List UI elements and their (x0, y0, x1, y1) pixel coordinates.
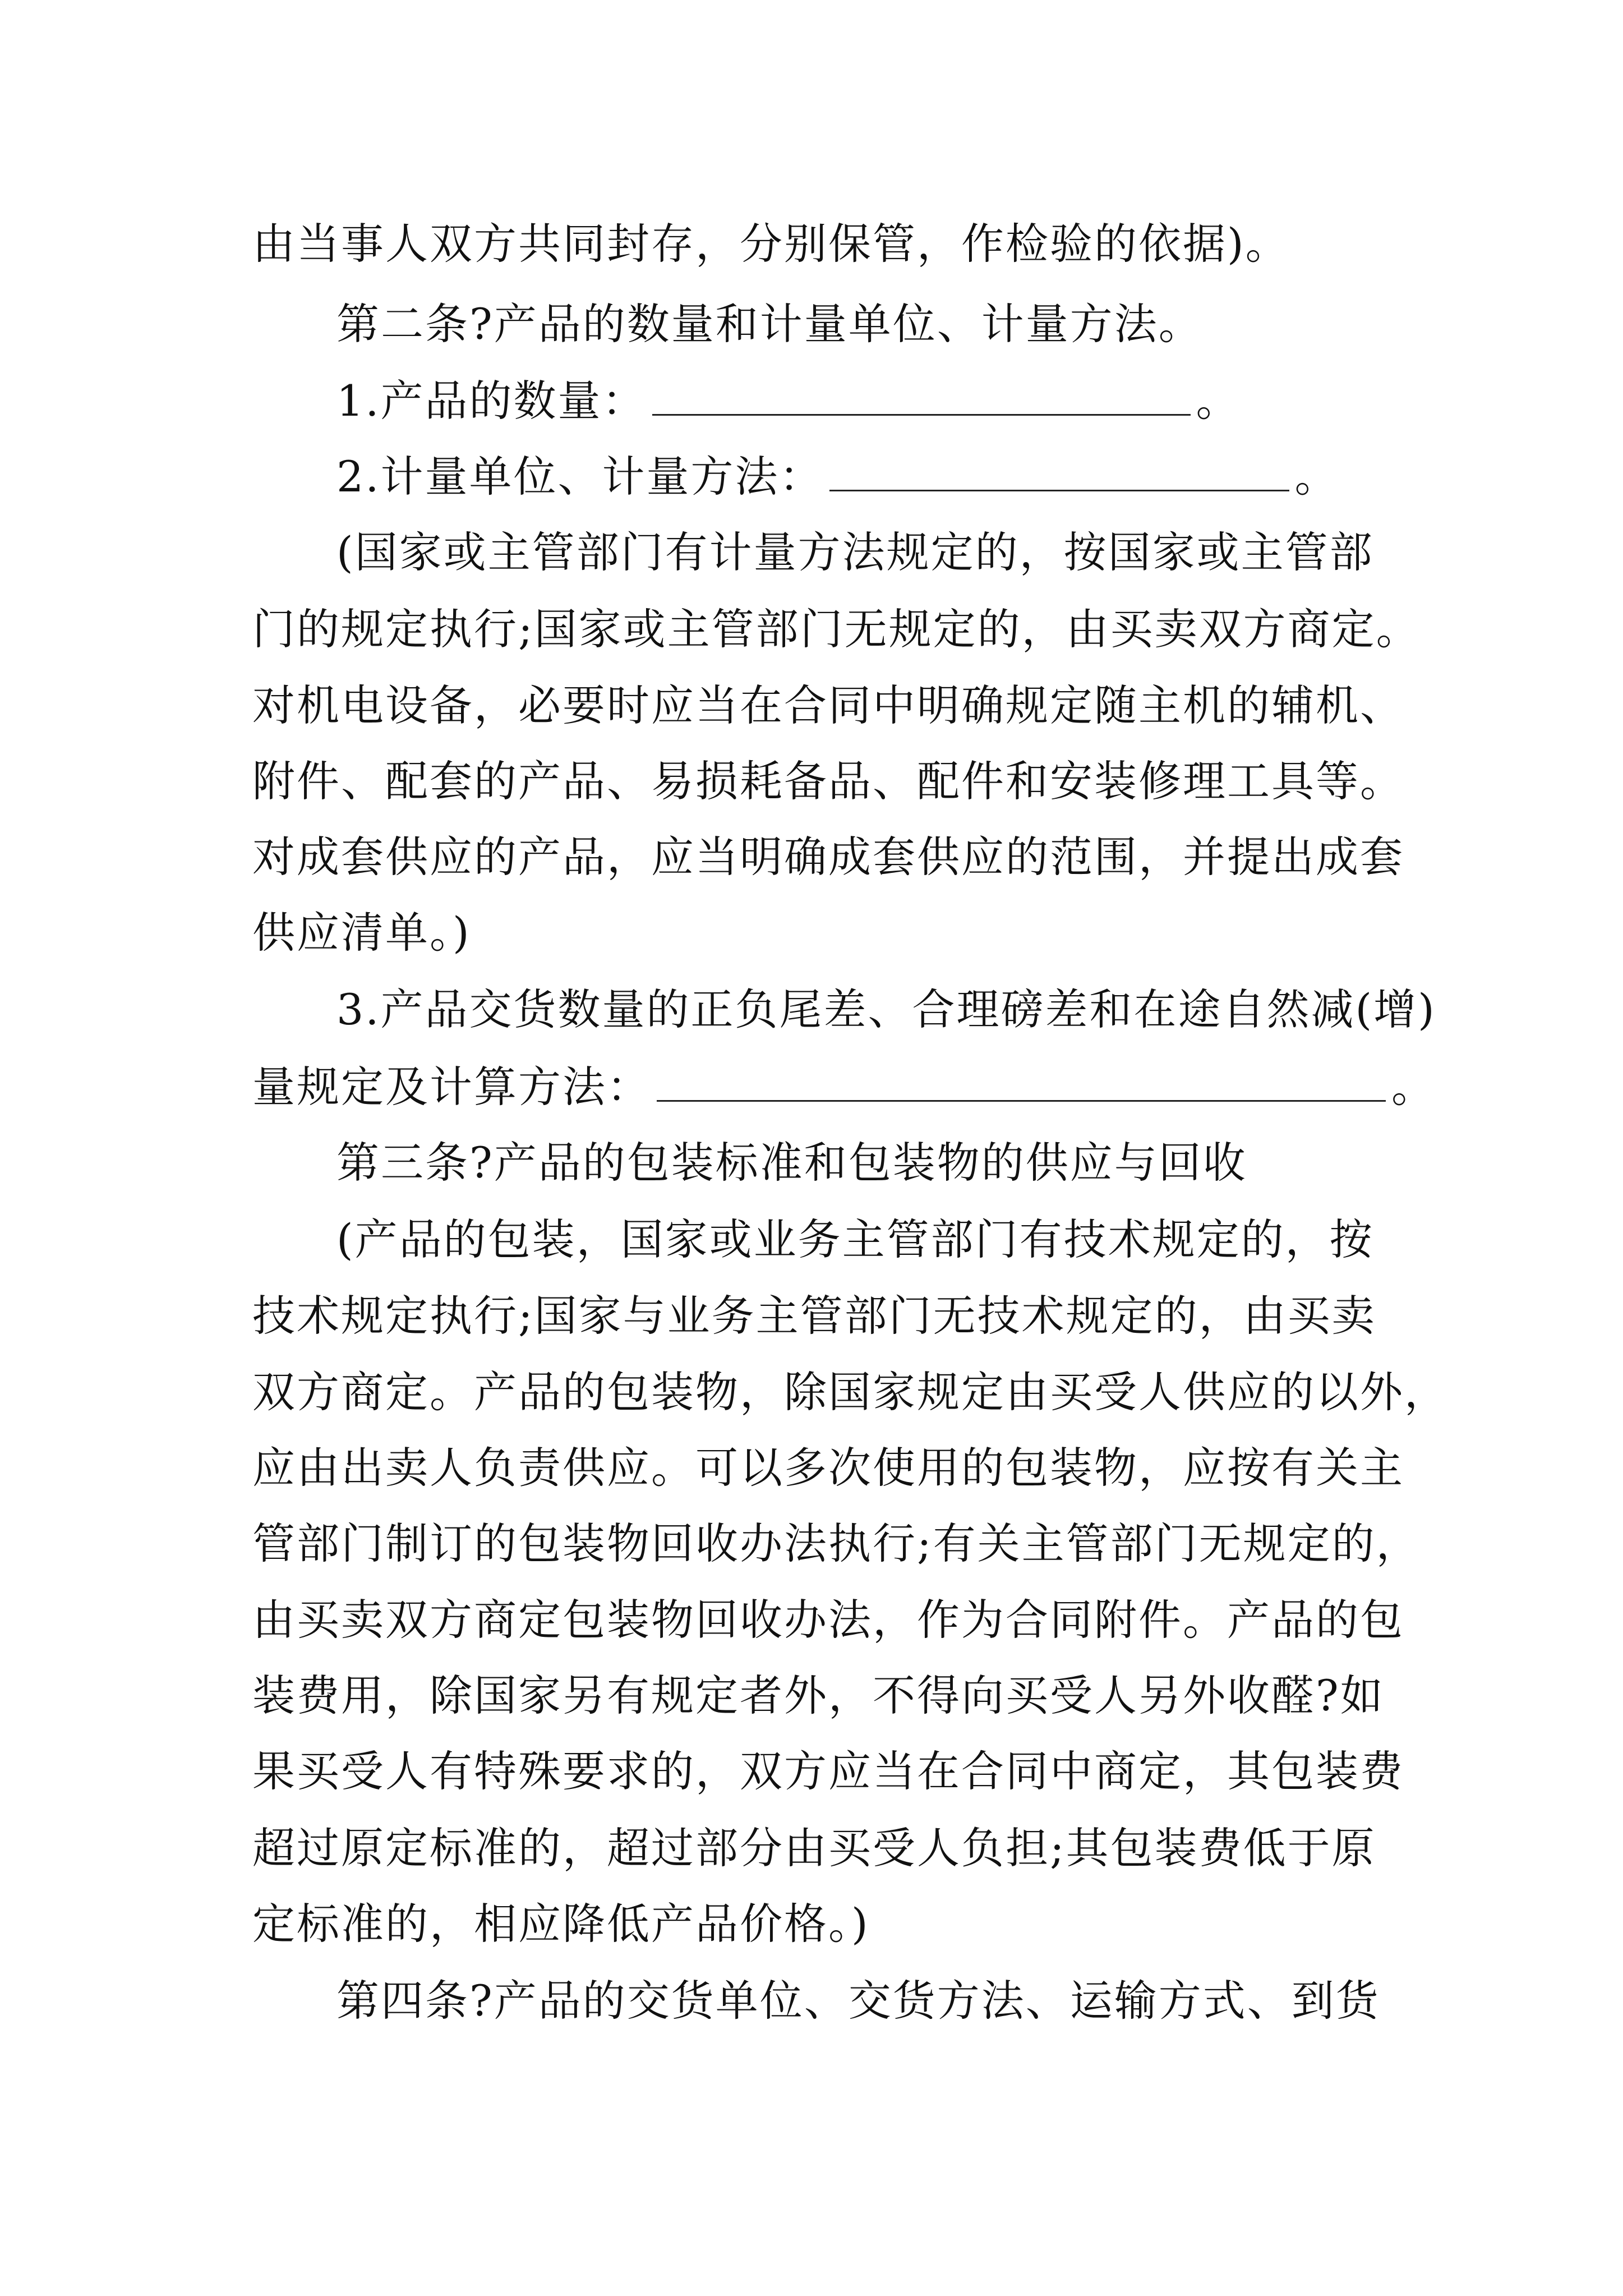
text-line: 供应清单。) (252, 908, 471, 958)
article-heading: 第四条?产品的交货单位、交货方法、运输方式、到货 (336, 1976, 1380, 2026)
text-line: 3.产品交货数量的正负尾差、合理磅差和在途自然减(增) (336, 984, 1436, 1034)
text-line: 对机电设备，必要时应当在合同中明确规定随主机的辅机、 (252, 680, 1404, 730)
field-label: 1.产品的数量： (336, 376, 647, 426)
calc-method-blank[interactable] (657, 1060, 1386, 1102)
field-label: 量规定及计算方法： (252, 1062, 651, 1112)
text-line: 对成套供应的产品，应当明确成套供应的范围，并提出成套 (252, 832, 1404, 882)
period: 。 (1294, 452, 1339, 501)
period: 。 (1196, 376, 1241, 426)
text-line: 果买受人有特殊要求的，双方应当在合同中商定，其包装费 (252, 1746, 1404, 1796)
text-line: 附件、配套的产品、易损耗备品、配件和安装修理工具等。 (252, 756, 1404, 806)
form-line-unit (336, 449, 1339, 505)
form-line-calc (252, 1059, 1436, 1115)
text-line: 定标准的，相应降低产品价格。) (252, 1899, 870, 1949)
text-line: 由当事人双方共同封存，分别保管，作检验的依据)。 (252, 219, 1290, 269)
text-line: 超过原定标准的，超过部分由买受人负担;其包装费低于原 (252, 1823, 1376, 1873)
unit-method-blank[interactable] (829, 449, 1289, 491)
field-label: 2.计量单位、计量方法： (336, 452, 824, 501)
article-heading: 第二条?产品的数量和计量单位、计量方法。 (336, 299, 1203, 349)
form-line-quantity (336, 373, 1241, 429)
text-line: 管部门制订的包装物回收办法执行;有关主管部门无规定的， (252, 1519, 1421, 1568)
text-line: (国家或主管部门有计量方法规定的，按国家或主管部 (336, 527, 1374, 577)
text-line: 门的规定执行;国家或主管部门无规定的，由买卖双方商定。 (252, 604, 1421, 654)
text-line: 技术规定执行;国家与业务主管部门无技术规定的，由买卖 (252, 1291, 1376, 1341)
period: 。 (1391, 1062, 1436, 1112)
text-line: 应由出卖人负责供应。可以多次使用的包装物，应按有关主 (252, 1443, 1404, 1493)
quantity-blank[interactable] (652, 374, 1191, 416)
article-heading: 第三条?产品的包装标准和包装物的供应与回收 (336, 1138, 1247, 1188)
text-line: 装费用，除国家另有规定者外，不得向买受人另外收醛?如 (252, 1671, 1385, 1720)
text-line: (产品的包装，国家或业务主管部门有技术规定的，按 (336, 1214, 1374, 1264)
text-line: 由买卖双方商定包装物回收办法，作为合同附件。产品的包 (252, 1595, 1404, 1645)
text-line: 双方商定。产品的包装物，除国家规定由买受人供应的以外， (252, 1367, 1449, 1417)
